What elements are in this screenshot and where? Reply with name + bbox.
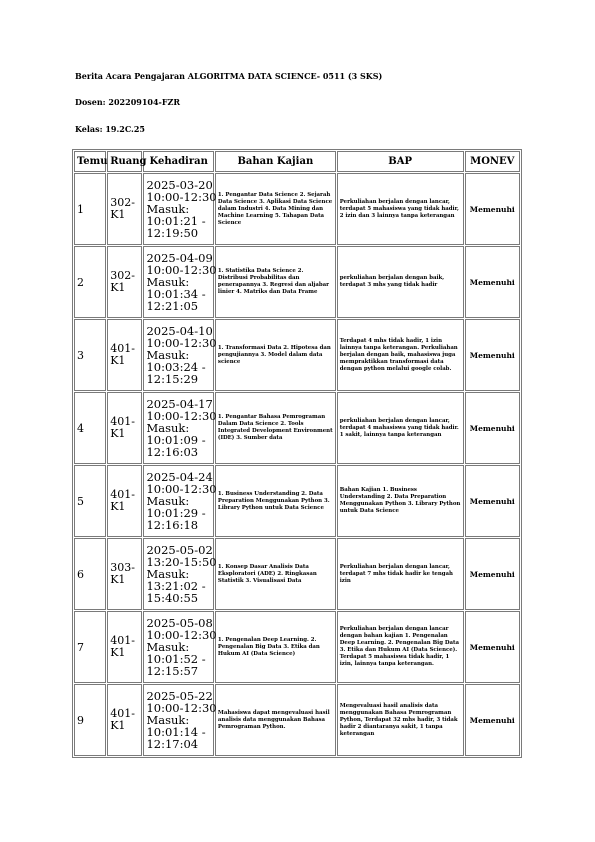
- kehadiran-line: 2025-05-22: [146, 689, 213, 703]
- kehadiran-line: 10:01:09 -: [146, 433, 206, 447]
- cell-monev: Memenuhi: [465, 684, 520, 756]
- kehadiran-line: 12:19:50: [146, 226, 199, 240]
- cell-ruang: 401-K1: [107, 611, 142, 683]
- kehadiran-line: 2025-04-24: [146, 470, 213, 484]
- kehadiran-line: 10:00-12:30: [146, 263, 217, 277]
- document-title: Berita Acara Pengajaran ALGORITMA DATA SCIENCE- 0511 (3 SKS): [75, 71, 383, 81]
- cell-monev: Memenuhi: [465, 173, 520, 245]
- col-header-temu: Temu: [74, 151, 106, 172]
- cell-ruang: 302-K1: [107, 246, 142, 318]
- kehadiran-line: Masuk:: [146, 202, 190, 216]
- cell-bahan-kajian: 1. Business Understanding 2. Data Preparation Menggunakan Python 3. Library Python untuk Data Science: [215, 465, 336, 537]
- kehadiran-line: Masuk:: [146, 640, 190, 654]
- cell-bahan-kajian: Mahasiswa dapat mengevaluasi hasil analisis data menggunakan Bahasa Pemrograman Python.: [215, 684, 336, 756]
- kehadiran-line: 2025-05-02: [146, 543, 213, 557]
- cell-temu: 1: [74, 173, 106, 245]
- kehadiran-line: Masuk:: [146, 713, 190, 727]
- cell-bahan-kajian: 1. Pengantar Data Science 2. Sejarah Data Science 3. Aplikasi Data Science dalam Industri 4. Data Mining dan Machine Learning 5. Tahapan Data Science: [215, 173, 336, 245]
- cell-ruang: 302-K1: [107, 173, 142, 245]
- table-row: [74, 173, 520, 245]
- cell-monev: Memenuhi: [465, 465, 520, 537]
- kehadiran-line: 2025-04-09: [146, 251, 213, 265]
- cell-monev: Memenuhi: [465, 319, 520, 391]
- kehadiran-line: 2025-04-17: [146, 397, 213, 411]
- cell-bap: perkuliahan berjalan dengan baik, terdapat 3 mhs yang tidak hadir: [337, 246, 464, 318]
- kehadiran-line: 10:01:34 -: [146, 287, 206, 301]
- cell-kehadiran: [143, 392, 217, 464]
- cell-temu: 6: [74, 538, 106, 610]
- kehadiran-line: 12:21:05: [146, 299, 199, 313]
- cell-bap: Bahan Kajian 1. Business Understanding 2. Data Preparation Menggunakan Python 3. Library Python untuk Data Science: [337, 465, 464, 537]
- cell-kehadiran: [143, 538, 217, 610]
- kehadiran-line: Masuk:: [146, 494, 190, 508]
- cell-temu: 5: [74, 465, 106, 537]
- table-row: [74, 392, 520, 464]
- cell-bap: Mengevaluasi hasil analisis data menggunakan Bahasa Pemrograman Python, Terdapat 32 mhs hadir, 3 tidak hadir 2 diantaranya sakit, 1 tanpa keterangan: [337, 684, 464, 756]
- kehadiran-line: 2025-05-08: [146, 616, 213, 630]
- table-row: [74, 465, 520, 537]
- cell-ruang: 401-K1: [107, 465, 142, 537]
- col-header-bap: BAP: [337, 151, 464, 172]
- cell-temu: 4: [74, 392, 106, 464]
- cell-temu: 7: [74, 611, 106, 683]
- cell-bahan-kajian: 1. Konsep Dasar Analisis Data Eksploratori (ADE) 2. Ringkasan Statistik 3. Visualisasi Data: [215, 538, 336, 610]
- cell-bahan-kajian: 1. Pengantar Bahasa Pemrograman Dalam Data Science 2. Tools Integrated Development Environment (IDE) 3. Sumber data: [215, 392, 336, 464]
- kehadiran-line: 12:15:29: [146, 372, 199, 386]
- cell-monev: Memenuhi: [465, 246, 520, 318]
- kehadiran-line: 12:17:04: [146, 737, 199, 751]
- cell-bahan-kajian: 1. Pengenalan Deep Learning. 2. Pengenalan Big Data 3. Etika dan Hukum AI (Data Science): [215, 611, 336, 683]
- kehadiran-line: 12:16:03: [146, 445, 199, 459]
- table-row: [74, 611, 520, 683]
- cell-kehadiran: [143, 173, 217, 245]
- kehadiran-line: 10:00-12:30: [146, 336, 217, 350]
- cell-kehadiran: [143, 611, 217, 683]
- kehadiran-line: 10:01:29 -: [146, 506, 206, 520]
- cell-kehadiran: [143, 246, 217, 318]
- cell-bap: Terdapat 4 mhs tidak hadir, 1 izin lainnya tanpa keterangan. Perkuliahan berjalan dengan baik, mahasiswa juga mempraktikkan transformasi data dengan python melalui google colab.: [337, 319, 464, 391]
- cell-ruang: 401-K1: [107, 392, 142, 464]
- table-row: [74, 538, 520, 610]
- kehadiran-line: 13:20-15:50: [146, 555, 217, 569]
- kehadiran-line: 2025-04-10: [146, 324, 213, 338]
- kehadiran-line: Masuk:: [146, 567, 190, 581]
- col-header-bahan-kajian: Bahan Kajian: [215, 151, 336, 172]
- kehadiran-line: 12:15:57: [146, 664, 199, 678]
- cell-monev: Memenuhi: [465, 611, 520, 683]
- cell-monev: Memenuhi: [465, 392, 520, 464]
- cell-temu: 2: [74, 246, 106, 318]
- cell-bap: perkuliahan berjalan dengan lancar, terdapat 4 mahasiswa yang tidak hadir. 1 sakit, lainnya tanpa keterangan: [337, 392, 464, 464]
- kehadiran-line: 10:01:21 -: [146, 214, 206, 228]
- kehadiran-line: 10:01:14 -: [146, 725, 206, 739]
- kehadiran-line: 13:21:02 -: [146, 579, 206, 593]
- cell-ruang: 401-K1: [107, 319, 142, 391]
- cell-temu: 3: [74, 319, 106, 391]
- kehadiran-line: 10:00-12:30: [146, 482, 217, 496]
- class-line: Kelas: 19.2C.25: [75, 124, 145, 134]
- cell-kehadiran: [143, 319, 217, 391]
- cell-monev: Memenuhi: [465, 538, 520, 610]
- col-header-kehadiran: Kehadiran: [143, 151, 213, 172]
- cell-bap: Perkuliahan berjalan dengan lancar, terdapat 5 mahasiswa yang tidak hadir, 2 izin dan 3 lainnya tanpa keterangan: [337, 173, 464, 245]
- cell-ruang: 303-K1: [107, 538, 142, 610]
- col-header-ruang: Ruang: [107, 151, 142, 172]
- lecturer-line: Dosen: 202209104-FZR: [75, 97, 181, 107]
- kehadiran-line: 15:40:55: [146, 591, 199, 605]
- cell-bahan-kajian: 1. Statistika Data Science 2. Distribusi Probabilitas dan penerapannya 3. Regresi dan aljabar linier 4. Matriks dan Data Frame: [215, 246, 336, 318]
- kehadiran-line: 2025-03-20: [146, 178, 213, 192]
- cell-ruang: 401-K1: [107, 684, 142, 756]
- table-header-row: [74, 151, 520, 172]
- kehadiran-line: Masuk:: [146, 275, 190, 289]
- table-row: [74, 246, 520, 318]
- cell-kehadiran: [143, 465, 217, 537]
- col-header-monev: MONEV: [465, 151, 520, 172]
- kehadiran-line: 12:16:18: [146, 518, 199, 532]
- kehadiran-line: 10:01:52 -: [146, 652, 206, 666]
- cell-bap: Perkuliahan berjalan dengan lancar dengan bahan kajian 1. Pengenalan Deep Learning. 2. Pengenalan Big Data 3. Etika dan Hukum AI (Data Science). Terdapat 5 mahasiswa tidak hadir, 1 izin, lainnya tanpa keterangan.: [337, 611, 464, 683]
- kehadiran-line: 10:00-12:30: [146, 190, 217, 204]
- kehadiran-line: 10:00-12:30: [146, 701, 217, 715]
- kehadiran-line: 10:00-12:30: [146, 628, 217, 642]
- table-row: [74, 319, 520, 391]
- kehadiran-line: 10:03:24 -: [146, 360, 206, 374]
- cell-bahan-kajian: 1. Transformasi Data 2. Hipotesa dan pengujiannya 3. Model dalam data science: [215, 319, 336, 391]
- kehadiran-line: Masuk:: [146, 348, 190, 362]
- table-row: [74, 684, 520, 756]
- teaching-record-table: [72, 149, 522, 758]
- cell-temu: 9: [74, 684, 106, 756]
- cell-kehadiran: [143, 684, 217, 756]
- kehadiran-line: Masuk:: [146, 421, 190, 435]
- kehadiran-line: 10:00-12:30: [146, 409, 217, 423]
- table-body: [74, 173, 520, 756]
- cell-bap: Perkuliahan berjalan dengan lancar, terdapat 7 mhs tidak hadir ke tengah izin: [337, 538, 464, 610]
